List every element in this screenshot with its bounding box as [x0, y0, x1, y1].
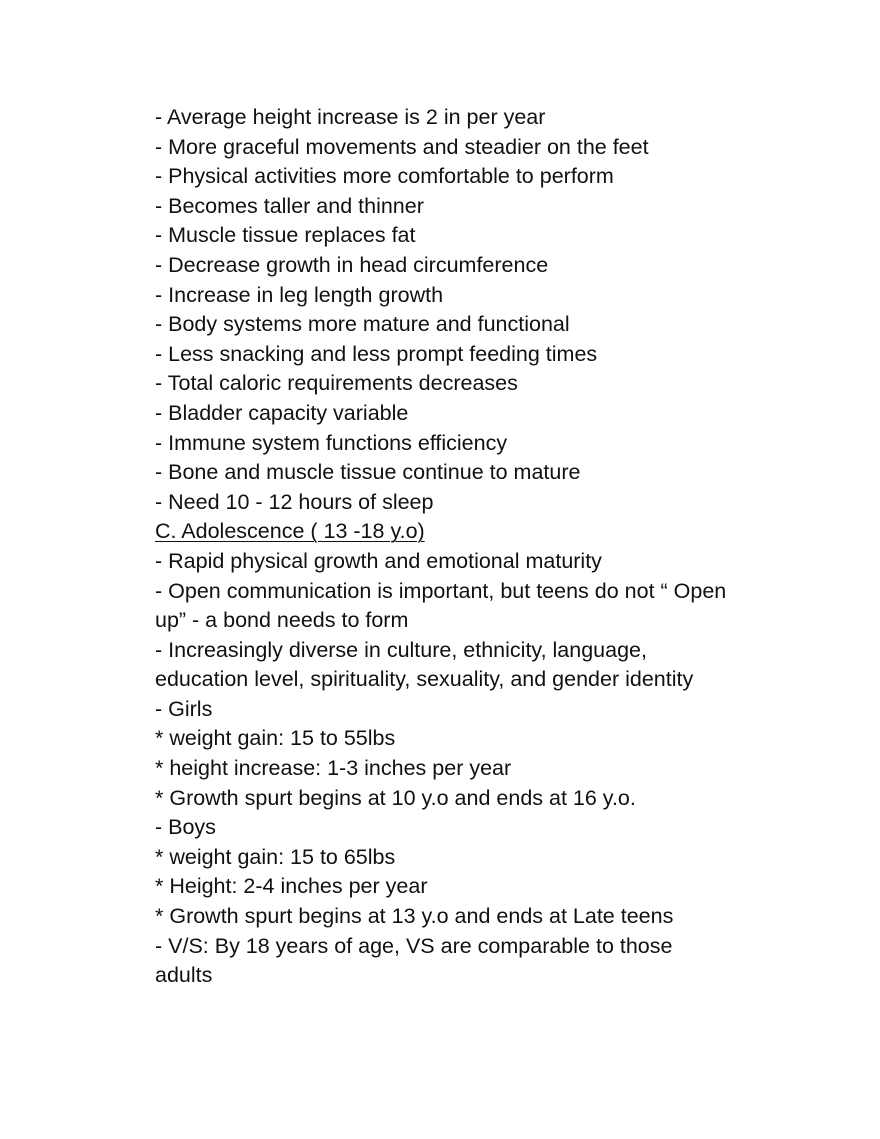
list-item: - Muscle tissue replaces fat — [155, 223, 416, 248]
list-item: - Less snacking and less prompt feeding times — [155, 341, 598, 366]
boys-sub-item: * Height: 2-4 inches per year — [155, 874, 428, 899]
boys-sub-item: * Growth spurt begins at 13 y.o and ends at Late teens — [155, 904, 674, 929]
girls-sub-item: * Growth spurt begins at 10 y.o and ends at 16 y.o. — [155, 785, 636, 810]
boys-label: - Boys — [155, 815, 216, 840]
girls-sub-item: * weight gain: 15 to 55lbs — [155, 726, 396, 751]
communication-item-line-2: up” - a bond needs to form — [155, 608, 409, 633]
list-item: - Increase in leg length growth — [155, 282, 444, 307]
list-item: - Total caloric requirements decreases — [155, 371, 518, 396]
list-item: - Bladder capacity variable — [155, 400, 409, 425]
diversity-item-line-1: - Increasingly diverse in culture, ethnicity, language, — [155, 637, 647, 662]
growth-item: - Rapid physical growth and emotional maturity — [155, 548, 602, 573]
list-item: - More graceful movements and steadier on the feet — [155, 134, 649, 159]
vitals-item-line-2: adults — [155, 963, 213, 988]
list-item: - Need 10 - 12 hours of sleep — [155, 489, 434, 514]
boys-sub-item: * weight gain: 15 to 65lbs — [155, 844, 396, 869]
notes-text — [155, 103, 795, 991]
vitals-item-line-1: - V/S: By 18 years of age, VS are comparable to those — [155, 933, 673, 958]
list-item: - Body systems more mature and functional — [155, 312, 570, 337]
girls-sub-item: * height increase: 1-3 inches per year — [155, 756, 512, 781]
list-item: - Bone and muscle tissue continue to mature — [155, 460, 581, 485]
list-item: - Average height increase is 2 in per year — [155, 105, 546, 129]
list-item: - Becomes taller and thinner — [155, 193, 424, 218]
list-item: - Immune system functions efficiency — [155, 430, 508, 455]
communication-item-line-1: - Open communication is important, but teens do not “ Open — [155, 578, 727, 603]
list-item: - Physical activities more comfortable to perform — [155, 164, 614, 189]
list-item: - Decrease growth in head circumference — [155, 252, 549, 277]
girls-label: - Girls — [155, 696, 213, 721]
section-heading-adolescence: C. Adolescence ( 13 -18 y.o) — [155, 519, 425, 544]
diversity-item-line-2: education level, spirituality, sexuality, and gender identity — [155, 667, 694, 692]
